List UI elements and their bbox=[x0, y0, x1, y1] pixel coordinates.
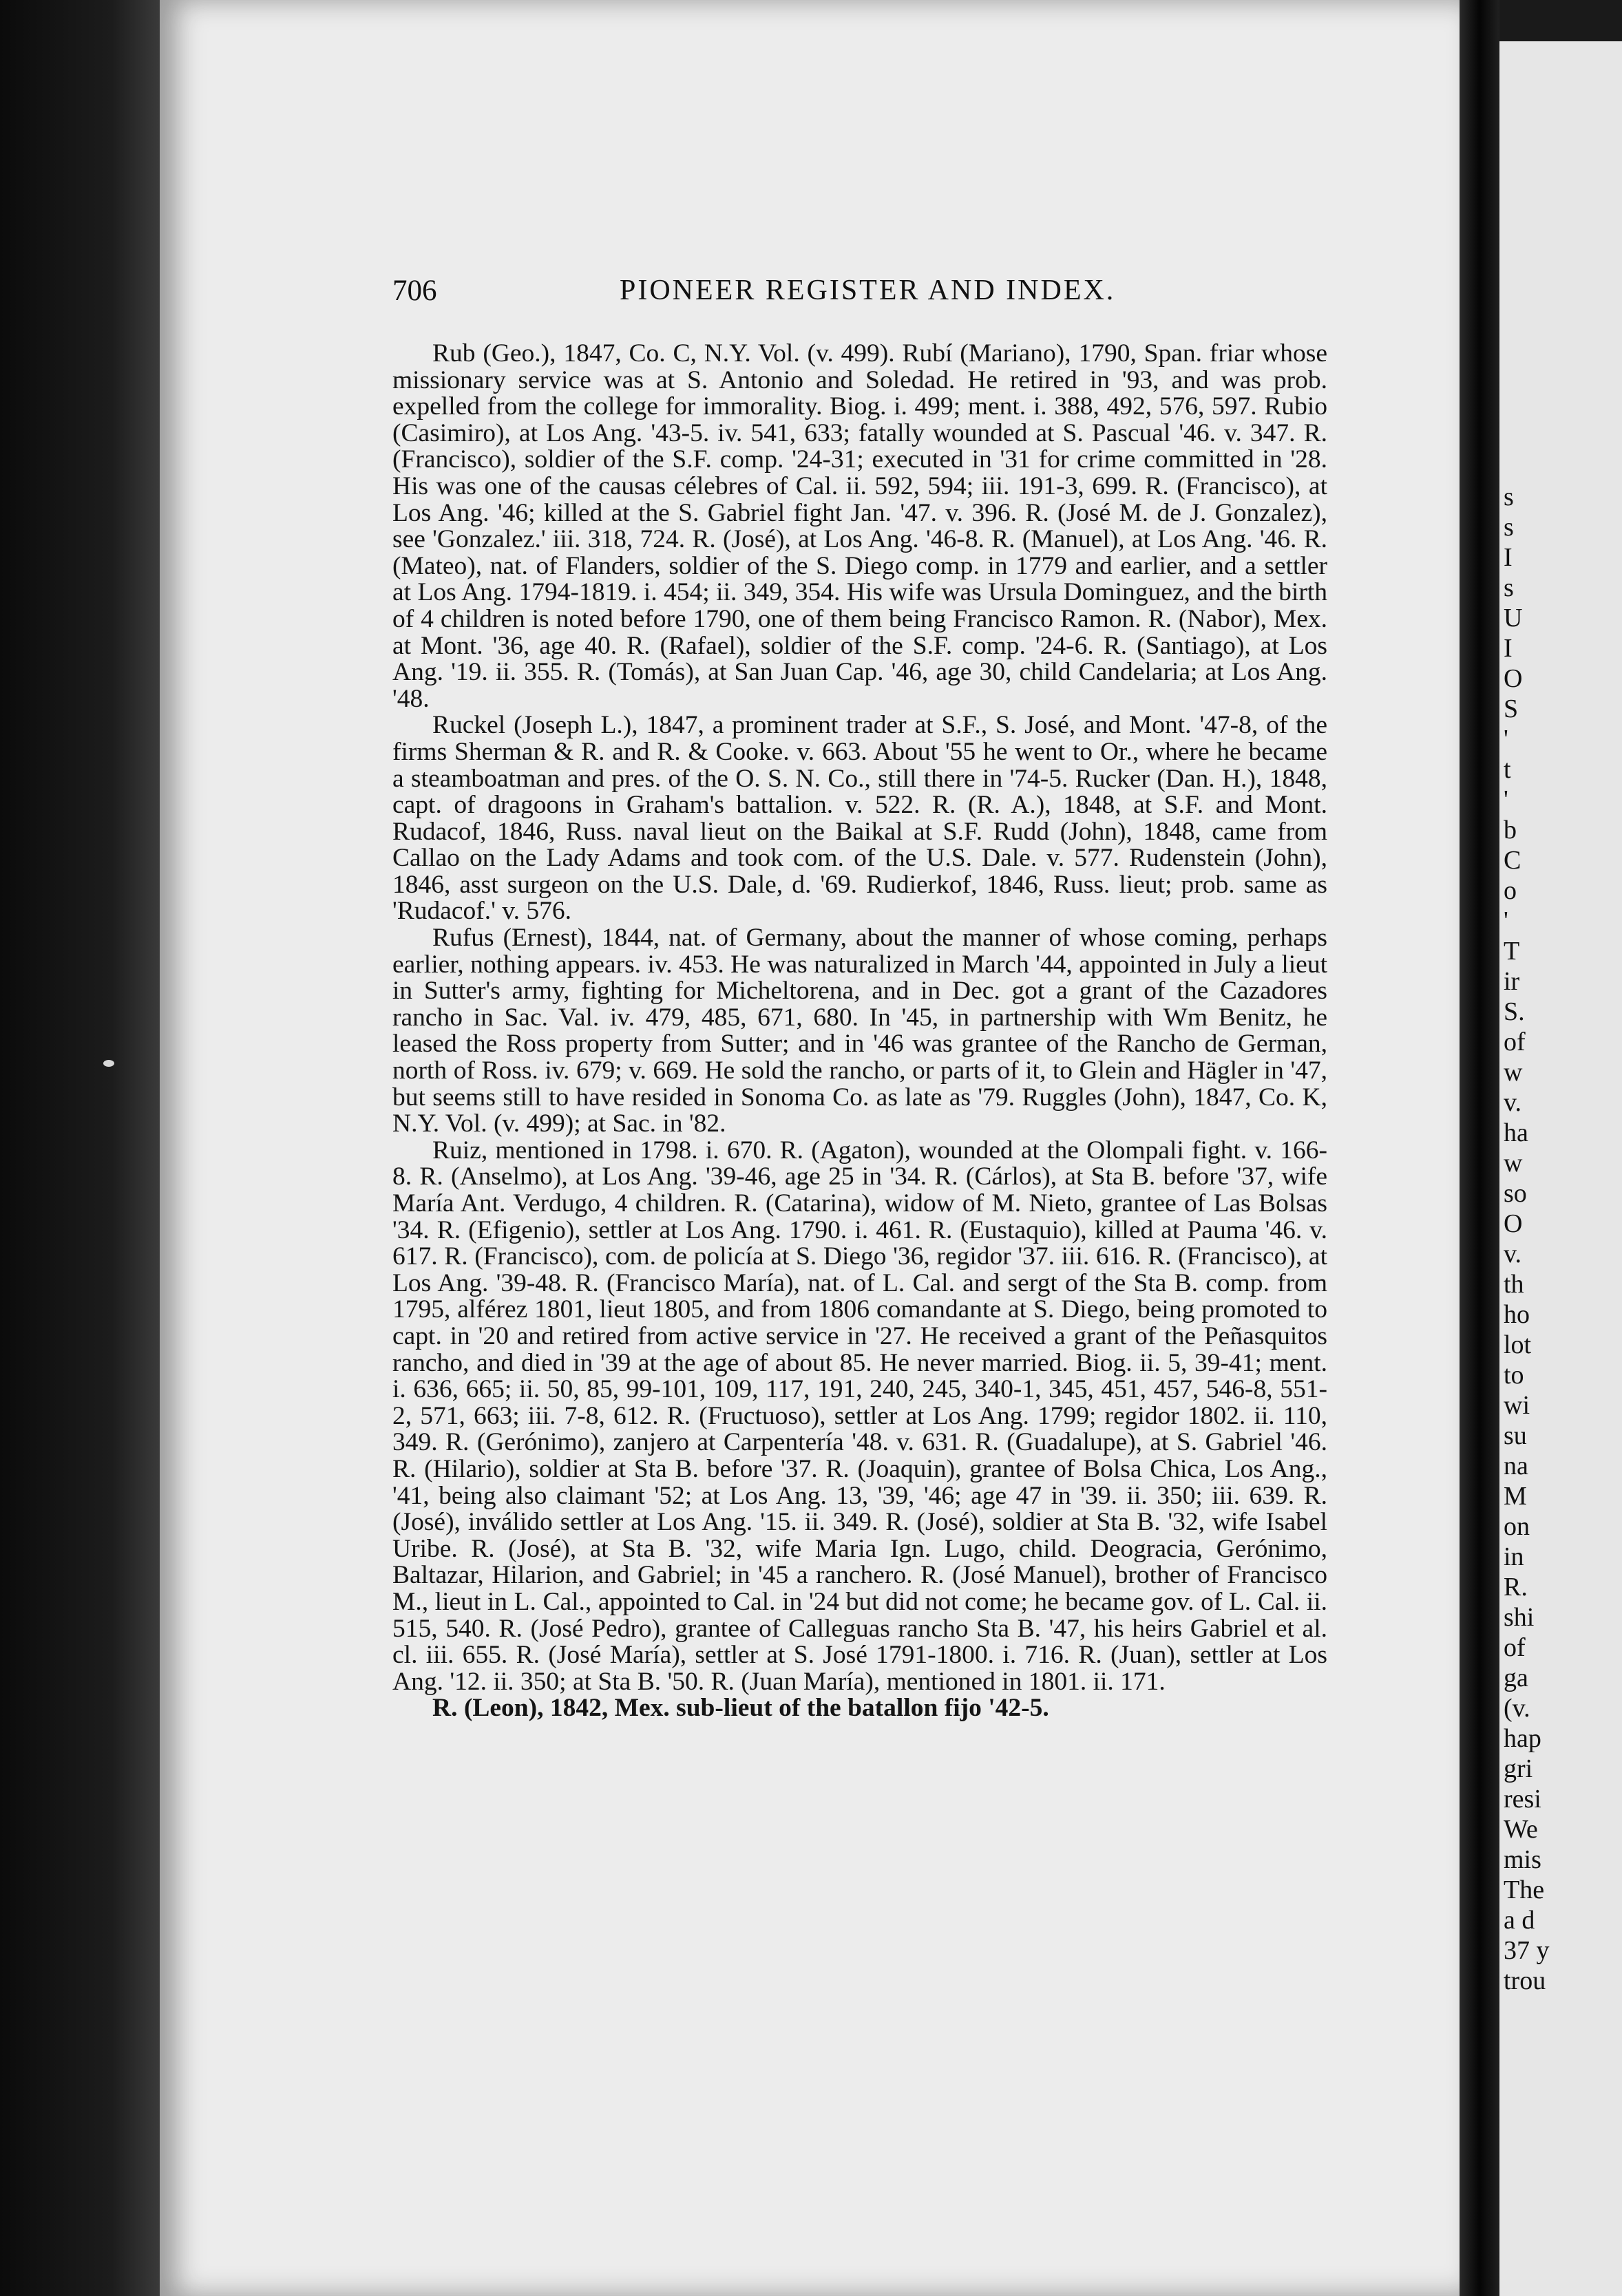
facing-page-fragment: trou bbox=[1504, 1966, 1546, 1995]
facing-page-fragment: (v. bbox=[1504, 1694, 1530, 1723]
facing-page-fragment: b bbox=[1504, 816, 1517, 844]
facing-page-fragment: s bbox=[1504, 482, 1514, 511]
facing-page-fragment: I bbox=[1504, 634, 1513, 663]
paragraph-ruiz: Ruiz, mentioned in 1798. i. 670. R. (Agaton), wounded at the Olompali fight. v. 166-8. R. (Anselmo), at Los Ang. '39-46, age 25 in '34. R. (Cárlos), at Sta B. before '37, wife María Ant. Verdugo, 4 children. R. (Catarina), widow of M. Nieto, grantee of Las Bolsas '34. R. (Efigenio), settler at Los Ang. 1790. i. 461. R. (Eustaquio), killed at Pauma '46. v. 617. R. (Francisco), com. de policía at S. Diego '36, regidor '37. iii. 616. R. (Francisco), at Los Ang. '39-48. R. (Francisco María), nat. of L. Cal. and sergt of the Sta B. comp. from 1795, alférez 1801, lieut 1805, and from 1806 comandante at S. Diego, being promoted to capt. in '20 and retired from active service in '27. He received a grant of the Peñasquitos rancho, and died in '39 at the age of about 85. He never married. Biog. ii. 5, 39-41; ment. i. 636, 665; ii. 50, 85, 99-101, 109, 117, 191, 240, 245, 340-1, 345, 451, 457, 546-8, 551-2, 571, 663; iii. 7-8, 612. R. (Fructuoso), settler at Los Ang. 1799; regidor 1802. ii. 110, 349. R. (Gerónimo), zanjero at Carpentería '48. v. 631. R. (Guadalupe), at S. Gabriel '46. R. (Hilario), soldier at Sta B. before '37. R. (Joaquin), grantee of Bolsa Chica, Los Ang., '41, being also claimant '52; at Los Ang. 13, '39, '46; age 47 in '39. ii. 350; iii. 639. R. (José), inválido settler at Los Ang. '15. ii. 349. R. (José), soldier at Sta B. '32, wife Isabel Uribe. R. (José), at Sta B. '32, wife Maria Ign. Lugo, child. Deogracia, Gerónimo, Baltazar, Hilarion, and Gabriel; in '45 a ranchero. R. (José Manuel), brother of Francisco M., lieut in L. Cal., appointed to Cal. in '24 but did not come; he became gov. of L. Cal. ii. 515, 540. R. (José Pedro), grantee of Calleguas rancho Sta B. '47, his heirs Gabriel et al. cl. iii. 655. R. (José María), settler at S. José 1791-1800. i. 716. R. (Juan), settler at Los Ang. '12. ii. 350; at Sta B. '50. R. (Juan María), mentioned in 1801. ii. 171. bbox=[392, 1136, 1327, 1696]
facing-page-fragment: O bbox=[1504, 1209, 1523, 1238]
facing-page-fragment: C bbox=[1504, 846, 1521, 875]
facing-page-fragment: I bbox=[1504, 543, 1513, 572]
facing-page-fragment: gri bbox=[1504, 1754, 1533, 1783]
book-gutter bbox=[1460, 0, 1499, 2296]
facing-page-fragment: We bbox=[1504, 1815, 1538, 1844]
facing-page-fragment: ' bbox=[1504, 725, 1508, 754]
facing-page-fragment: s bbox=[1504, 513, 1514, 542]
facing-page-fragment: O bbox=[1504, 664, 1523, 693]
facing-page-fragment: w bbox=[1504, 1149, 1523, 1178]
facing-page-fragment: M bbox=[1504, 1482, 1527, 1511]
facing-page-fragment: hap bbox=[1504, 1724, 1541, 1753]
running-head-title: PIONEER REGISTER AND INDEX. bbox=[620, 275, 1116, 306]
facing-page-fragment: w bbox=[1504, 1058, 1523, 1087]
facing-page-fragment: a d bbox=[1504, 1906, 1535, 1935]
facing-page-fragment: so bbox=[1504, 1179, 1527, 1208]
facing-page-fragment: 37 y bbox=[1504, 1936, 1550, 1965]
facing-page-fragment: of bbox=[1504, 1028, 1526, 1056]
facing-page-fragment: on bbox=[1504, 1512, 1530, 1541]
paragraph-rub: Rub (Geo.), 1847, Co. C, N.Y. Vol. (v. 499). Rubí (Mariano), 1790, Span. friar whose missionary service was at S. Antonio and Soledad. He retired in '93, and was prob. expelled from the college for immorality. Biog. i. 499; ment. i. 388, 492, 576, 597. Rubio (Casimiro), at Los Ang. '43-5. iv. 541, 633; fatally wounded at S. Pascual '46. v. 347. R. (Francisco), soldier of the S.F. comp. '24-31; executed in '31 for crime committed in '28. His was one of the causas célebres of Cal. ii. 592, 594; iii. 191-3, 699. R. (Francisco), at Los Ang. '46; killed at the S. Gabriel fight Jan. '47. v. 396. R. (José M. de J. Gonzalez), see 'Gonzalez.' iii. 318, 724. R. (José), at Los Ang. '46-8. R. (Manuel), at Los Ang. '46. R. (Mateo), nat. of Flanders, soldier of the S. Diego comp. in 1779 and earlier, and a settler at Los Ang. 1794-1819. i. 454; ii. 349, 354. His wife was Ursula Dominguez, and the birth of 4 children is noted before 1790, one of them being Francisco Ramon. R. (Nabor), Mex. at Mont. '36, age 40. R. (Rafael), soldier of the S.F. comp. '24-6. R. (Santiago), at Los Ang. '19. ii. 355. R. (Tomás), at San Juan Cap. '46, age 30, child Candelaria; at Los Ang. '48. bbox=[392, 339, 1327, 713]
facing-page-fragment: ' bbox=[1504, 906, 1508, 935]
scan-left-border bbox=[0, 0, 160, 2296]
facing-page-fragment: S. bbox=[1504, 997, 1525, 1026]
paragraph-ruckel: Ruckel (Joseph L.), 1847, a prominent trader at S.F., S. José, and Mont. '47-8, of the firms Sherman & R. and R. & Cooke. v. 663. About '55 he went to Or., where he became a steamboatman and pres. of the O. S. N. Co., still there in '74-5. Rucker (Dan. H.), 1848, capt. of dragoons in Graham's battalion. v. 522. R. (R. A.), 1848, at S.F. and Mont. Rudacof, 1846, Russ. naval lieut on the Baikal at S.F. Rudd (John), 1848, came from Callao on the Lady Adams and took com. of the U.S. Dale. v. 577. Rudenstein (John), 1846, asst surgeon on the U.S. Dale, d. '69. Rudierkof, 1846, Russ. lieut; prob. same as 'Rudacof.' v. 576. bbox=[392, 711, 1327, 926]
facing-page-fragment: v. bbox=[1504, 1088, 1522, 1117]
margin-speck bbox=[103, 1060, 114, 1067]
facing-page-fragment: T bbox=[1504, 937, 1520, 966]
facing-page-fragment: s bbox=[1504, 573, 1514, 602]
facing-page-fragment: ir bbox=[1504, 967, 1520, 996]
facing-page-fragment: The bbox=[1504, 1875, 1545, 1904]
facing-page-fragment: shi bbox=[1504, 1603, 1535, 1632]
facing-page-fragment: v. bbox=[1504, 1240, 1522, 1268]
facing-page-fragment: U bbox=[1504, 604, 1523, 633]
facing-page-fragment: ha bbox=[1504, 1118, 1528, 1147]
facing-page-fragment: mis bbox=[1504, 1845, 1541, 1874]
facing-page-fragment: na bbox=[1504, 1452, 1528, 1480]
facing-page-fragment: wi bbox=[1504, 1391, 1530, 1420]
facing-page-fragment: t bbox=[1504, 755, 1511, 784]
facing-page-fragment: lot bbox=[1504, 1330, 1532, 1359]
facing-page-fragment: su bbox=[1504, 1421, 1527, 1450]
paragraph-rufus: Rufus (Ernest), 1844, nat. of Germany, about the manner of whose coming, perhaps earlier, nothing appears. iv. 453. He was naturalized in March '44, appointed in July a lieut in Sutter's army, fighting for Micheltorena, and in Dec. got a grant of the Cazadores rancho in Sac. Val. iv. 479, 485, 671, 680. In '45, in partnership with Wm Benitz, he leased the Ross property from Sutter; and in '46 was grantee of the Rancho de German, north of Ross. iv. 679; v. 669. He sold the rancho, or parts of it, to Glein and Hägler in '47, but seems still to have resided in Sonoma Co. as late as '79. Ruggles (John), 1847, Co. K, N.Y. Vol. (v. 499); at Sac. in '82. bbox=[392, 924, 1327, 1138]
facing-page-fragment: ' bbox=[1504, 785, 1508, 814]
facing-page-edge bbox=[1499, 41, 1622, 2296]
facing-page-fragment: th bbox=[1504, 1270, 1524, 1299]
text-column bbox=[392, 341, 1327, 1722]
facing-page-fragment: S bbox=[1504, 694, 1519, 723]
facing-page-fragment: to bbox=[1504, 1361, 1524, 1390]
running-head bbox=[392, 274, 1356, 315]
facing-page-fragment: ho bbox=[1504, 1300, 1530, 1329]
page-number: 706 bbox=[392, 275, 437, 307]
facing-page-fragment: ga bbox=[1504, 1663, 1528, 1692]
facing-page-fragment: in bbox=[1504, 1542, 1524, 1571]
paragraph-leon: R. (Leon), 1842, Mex. sub-lieut of the batallon fijo '42-5. bbox=[432, 1694, 1049, 1723]
facing-page-fragment: R. bbox=[1504, 1573, 1528, 1602]
facing-page-fragment: resi bbox=[1504, 1785, 1541, 1814]
facing-page-fragment: o bbox=[1504, 876, 1517, 905]
facing-page-fragment: of bbox=[1504, 1633, 1526, 1662]
